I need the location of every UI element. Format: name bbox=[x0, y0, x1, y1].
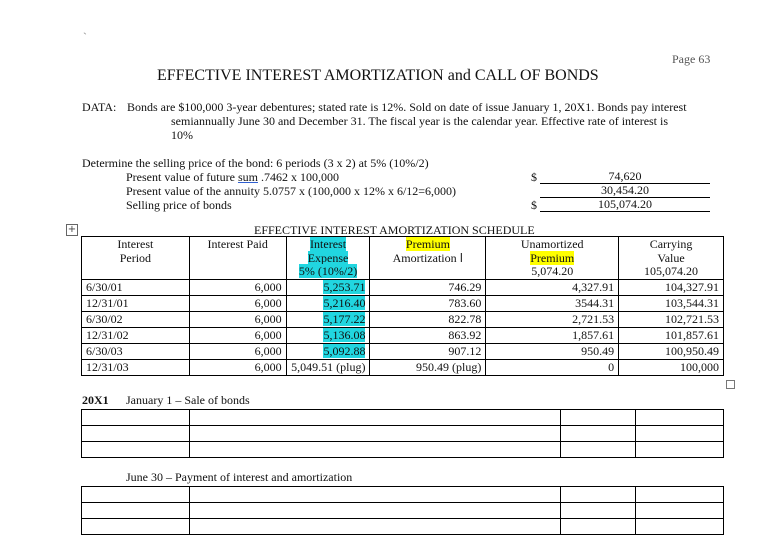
selling-price-label: Selling price of bonds bbox=[126, 198, 232, 212]
journal-row bbox=[82, 442, 724, 458]
journal-cell[interactable] bbox=[561, 487, 636, 503]
journal-row bbox=[82, 503, 724, 519]
header-unamortized-premium: Unamortized Premium 5,074.20 bbox=[486, 237, 619, 280]
journal-cell[interactable] bbox=[82, 442, 190, 458]
page-title: EFFECTIVE INTEREST AMORTIZATION and CALL OF BONDS bbox=[157, 67, 599, 84]
header-premium-amortization: Premium Amortization I bbox=[370, 237, 486, 280]
header-interest-paid: Interest Paid bbox=[189, 237, 286, 280]
header-interest-expense: Interest Expense 5% (10%/2) bbox=[286, 237, 370, 280]
journal-row bbox=[82, 426, 724, 442]
table-row: 6/30/02 6,000 5,177.22 822.78 2,721.53 102,721.53 bbox=[82, 311, 724, 327]
journal-entry-table-2 bbox=[81, 486, 724, 535]
text-cursor-icon: I bbox=[459, 250, 464, 265]
journal-row bbox=[82, 410, 724, 426]
amortization-schedule-table bbox=[81, 236, 724, 376]
journal-cell[interactable] bbox=[189, 487, 560, 503]
journal-cell[interactable] bbox=[189, 410, 560, 426]
journal-cell[interactable] bbox=[189, 426, 560, 442]
journal-cell[interactable] bbox=[82, 487, 190, 503]
table-move-handle-icon[interactable]: + bbox=[67, 224, 77, 235]
pv-annuity-amount: 30,454.20 bbox=[540, 184, 710, 198]
journal-cell[interactable] bbox=[189, 503, 560, 519]
corner-mark: ` bbox=[83, 30, 87, 44]
table-row: 6/30/03 6,000 5,092.88 907.12 950.49 100,950.49 bbox=[82, 343, 724, 359]
pv-annuity-label: Present value of the annuity 5.0757 x (100,000 x 12% x 6/12=6,000) bbox=[126, 184, 457, 198]
page-number: Page 63 bbox=[672, 52, 711, 66]
schedule-title: EFFECTIVE INTEREST AMORTIZATION SCHEDULE bbox=[254, 223, 535, 237]
table-row: 12/31/03 6,000 5,049.51 (plug) 950.49 (plug) 0 100,000 bbox=[82, 359, 724, 375]
journal-cell[interactable] bbox=[189, 519, 560, 535]
journal-cell[interactable] bbox=[636, 410, 724, 426]
journal-cell[interactable] bbox=[561, 442, 636, 458]
journal-row bbox=[82, 519, 724, 535]
journal-cell[interactable] bbox=[82, 503, 190, 519]
data-line-1: Bonds are $100,000 3-year debentures; stated rate is 12%. Sold on date of issue January 1, 20X1. Bonds pay interest bbox=[127, 100, 687, 114]
table-resize-handle[interactable] bbox=[726, 380, 735, 389]
header-interest-period: Interest Period bbox=[82, 237, 190, 280]
schedule-header-row bbox=[82, 237, 724, 280]
journal-cell[interactable] bbox=[82, 426, 190, 442]
selling-price-intro: Determine the selling price of the bond: 6 periods (3 x 2) at 5% (10%/2) bbox=[82, 156, 429, 170]
data-label: DATA: bbox=[82, 100, 117, 114]
currency-sign: $ bbox=[531, 170, 537, 184]
journal-year: 20X1 bbox=[82, 393, 109, 407]
journal-cell[interactable] bbox=[561, 426, 636, 442]
data-line-3: 10% bbox=[171, 128, 193, 142]
journal-cell[interactable] bbox=[636, 487, 724, 503]
journal-cell[interactable] bbox=[636, 442, 724, 458]
data-line-2: semiannually June 30 and December 31. The fiscal year is the calendar year. Effective rate of interest is bbox=[171, 114, 669, 128]
journal-entry-2-label: June 30 – Payment of interest and amortization bbox=[126, 470, 353, 484]
table-row: 12/31/01 6,000 5,216.40 783.60 3544.31 103,544.31 bbox=[82, 295, 724, 311]
journal-cell[interactable] bbox=[636, 519, 724, 535]
selling-price-amount: 105,074.20 bbox=[540, 198, 710, 212]
journal-row bbox=[82, 487, 724, 503]
header-carrying-value: Carrying Value 105,074.20 bbox=[619, 237, 724, 280]
currency-sign: $ bbox=[531, 198, 537, 212]
journal-cell[interactable] bbox=[189, 442, 560, 458]
journal-cell[interactable] bbox=[636, 503, 724, 519]
journal-entry-table-1 bbox=[81, 409, 724, 458]
table-row: 12/31/02 6,000 5,136.08 863.92 1,857.61 101,857.61 bbox=[82, 327, 724, 343]
table-row: 6/30/01 6,000 5,253.71 746.29 4,327.91 104,327.91 bbox=[82, 279, 724, 295]
journal-cell[interactable] bbox=[82, 519, 190, 535]
journal-cell[interactable] bbox=[636, 426, 724, 442]
spell-check-mark: sum bbox=[237, 170, 258, 184]
pv-future-sum-amount: 74,620 bbox=[540, 170, 710, 184]
journal-entry-1-label: January 1 – Sale of bonds bbox=[126, 393, 250, 407]
journal-cell[interactable] bbox=[561, 519, 636, 535]
journal-cell[interactable] bbox=[82, 410, 190, 426]
pv-future-sum-label: Present value of future sum .7462 x 100,000 bbox=[126, 170, 339, 184]
journal-cell[interactable] bbox=[561, 410, 636, 426]
journal-cell[interactable] bbox=[561, 503, 636, 519]
